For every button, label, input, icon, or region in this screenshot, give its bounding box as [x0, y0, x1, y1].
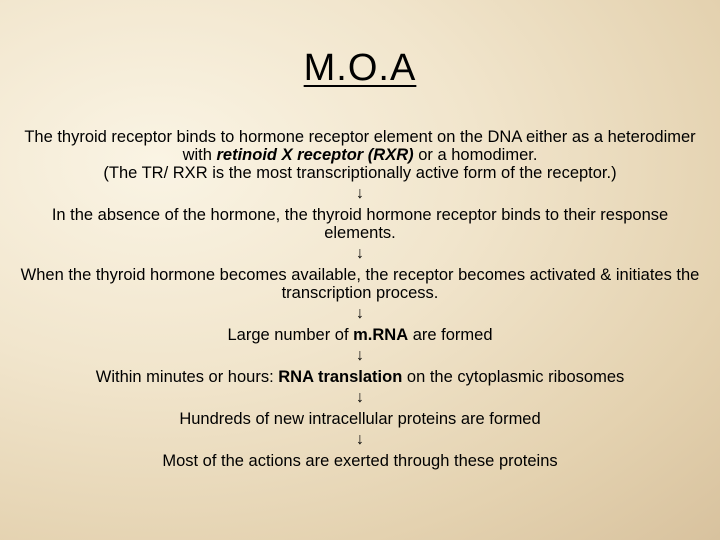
down-arrow-icon: ↓: [356, 185, 364, 202]
step-proteins-formed: Hundreds of new intracellular proteins are formed: [179, 410, 541, 428]
step-mrna-text-end: are formed: [408, 326, 493, 344]
step-receptor-binding-text: The thyroid receptor binds to hormone receptor element on the DNA either as a heterodimer with: [24, 128, 696, 164]
down-arrow-icon: ↓: [356, 389, 364, 406]
down-arrow-icon: ↓: [356, 305, 364, 322]
mrna-term: m.RNA: [353, 326, 409, 344]
down-arrow-icon: ↓: [356, 347, 364, 364]
step-absence-hormone: In the absence of the hormone, the thyroid hormone receptor binds to their response elements.: [51, 206, 669, 242]
down-arrow-icon: ↓: [356, 431, 364, 448]
step-translation-text-end: on the cytoplasmic ribosomes: [402, 368, 625, 386]
step-translation-text: Within minutes or hours:: [95, 368, 279, 386]
step-mrna-formed: [20, 326, 700, 344]
slide-body: [20, 128, 700, 470]
down-arrow-icon: ↓: [356, 245, 364, 262]
step-receptor-note: (The TR/ RXR is the most transcriptionally active form of the receptor.): [103, 164, 617, 182]
step-receptor-binding-text-end: or a homodimer.: [413, 146, 538, 164]
slide-title: M.O.A: [303, 47, 417, 89]
step-receptor-binding: [20, 128, 700, 164]
rxr-term: retinoid X receptor (RXR): [216, 146, 414, 164]
step-mrna-text: Large number of: [227, 326, 354, 344]
step-rna-translation: [20, 368, 700, 386]
step-hormone-available: When the thyroid hormone becomes available, the receptor becomes activated & initiates the transcription process.: [20, 266, 700, 302]
rna-translation-term: RNA translation: [278, 368, 403, 386]
step-actions-exerted: Most of the actions are exerted through these proteins: [162, 452, 558, 470]
